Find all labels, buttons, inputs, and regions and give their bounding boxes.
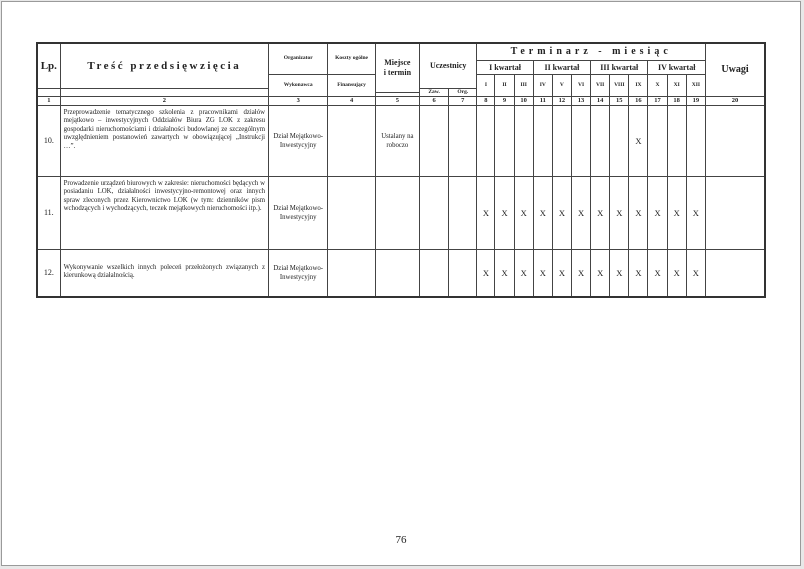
col-num: 14 <box>591 96 610 105</box>
header-miejsce-line1: Miejsce <box>384 57 411 67</box>
col-num: 16 <box>629 96 648 105</box>
month-8: VIII <box>610 74 629 96</box>
header-organizator: Organizator <box>269 43 328 74</box>
row-koszty <box>328 249 375 297</box>
col-num: 18 <box>667 96 686 105</box>
month-cell <box>648 105 667 176</box>
row-org <box>449 105 477 176</box>
col-num: 10 <box>514 96 533 105</box>
month-12: XII <box>686 74 705 96</box>
header-tresc-cont <box>60 88 268 96</box>
month-cell: X <box>495 249 514 297</box>
col-num: 20 <box>706 96 765 105</box>
row-wykonawca: Dział Mejątkowo-Inwestycyjny <box>269 249 328 297</box>
month-cell <box>514 105 533 176</box>
month-cell: X <box>591 176 610 249</box>
row-tresc: Wykonywanie wszelkich innych poleceń przełożonych związanych z kierunkową działalnością. <box>60 249 268 297</box>
month-cell <box>477 105 495 176</box>
row-uwagi <box>706 176 765 249</box>
col-num: 19 <box>686 96 705 105</box>
month-cell: X <box>495 176 514 249</box>
row-miejsce <box>375 176 419 249</box>
header-uczestnicy: Uczestnicy <box>420 43 477 88</box>
month-cell: X <box>610 249 629 297</box>
month-cell: X <box>477 249 495 297</box>
col-num: 2 <box>60 96 268 105</box>
row-koszty <box>328 105 375 176</box>
month-10: X <box>648 74 667 96</box>
row-lp: 12. <box>37 249 60 297</box>
header-koszty: Koszty ogólne <box>328 43 375 74</box>
col-num: 7 <box>449 96 477 105</box>
month-cell: X <box>533 176 552 249</box>
row-wykonawca: Dział Mejątkowo-Inwestycyjny <box>269 105 328 176</box>
row-koszty <box>328 176 375 249</box>
month-cell: X <box>477 176 495 249</box>
row-org <box>449 176 477 249</box>
row-miejsce <box>375 249 419 297</box>
quarter-3: III kwartał <box>591 60 648 74</box>
header-miejsce <box>375 43 419 92</box>
header-row-1 <box>37 43 765 60</box>
header-lp-cont <box>37 88 60 96</box>
month-cell: X <box>610 176 629 249</box>
month-3: III <box>514 74 533 96</box>
month-11: XI <box>667 74 686 96</box>
column-number-row <box>37 96 765 105</box>
month-cell: X <box>571 176 590 249</box>
page-number: 76 <box>395 534 407 546</box>
month-cell: X <box>629 249 648 297</box>
month-cell: X <box>571 249 590 297</box>
header-finansujacy: Finansujący <box>328 74 375 96</box>
col-num: 8 <box>477 96 495 105</box>
month-cell: X <box>667 249 686 297</box>
header-miejsce-line2: i termin <box>383 67 412 77</box>
month-cell: X <box>667 176 686 249</box>
month-cell: X <box>514 249 533 297</box>
month-5: V <box>552 74 571 96</box>
month-cell: X <box>591 249 610 297</box>
row-wykonawca: Dział Mejątkowo-Inwestycyjny <box>269 176 328 249</box>
month-cell: X <box>514 176 533 249</box>
row-miejsce: Ustalany na roboczo <box>375 105 419 176</box>
month-cell <box>667 105 686 176</box>
col-num: 1 <box>37 96 60 105</box>
month-cell: X <box>629 176 648 249</box>
col-num: 13 <box>571 96 590 105</box>
header-terminarz: Terminarz - miesiąc <box>477 43 706 60</box>
month-9: IX <box>629 74 648 96</box>
schedule-table <box>36 42 766 298</box>
col-num: 11 <box>533 96 552 105</box>
row-uwagi <box>706 105 765 176</box>
row-lp: 10. <box>37 105 60 176</box>
month-cell <box>591 105 610 176</box>
row-org <box>449 249 477 297</box>
month-cell: X <box>648 249 667 297</box>
header-org: Org. <box>449 88 477 96</box>
month-1: I <box>477 74 495 96</box>
row-zaw <box>420 249 449 297</box>
month-cell: X <box>686 176 705 249</box>
table-row <box>37 176 765 249</box>
month-cell: X <box>533 249 552 297</box>
header-zaw: Zaw. <box>420 88 449 96</box>
row-uwagi <box>706 249 765 297</box>
col-num: 3 <box>269 96 328 105</box>
header-tresc: Treść przedsięwzięcia <box>60 43 268 88</box>
table-row <box>37 105 765 176</box>
month-cell <box>533 105 552 176</box>
month-cell <box>610 105 629 176</box>
row-tresc: Przeprowadzenie tematycznego szkolenia z pracownikami działów mejątkowo – inwestycyjnych Oddziałów Biura ZG LOK z zakresu gospodarki nieruchomościami i działalności budowlanej ze szczególnym uwzględnieniem postanowień zawartych w obowiązującej „Instrukcji …”. <box>60 105 268 176</box>
quarter-2: II kwartał <box>533 60 590 74</box>
row-tresc: Prowadzenie urządzeń biurowych w zakresie: nieruchomości będących w posiadaniu LOK, działalności inwestycyjno-remontowej oraz innych spraw zleconych przez Kierownictwo LOK (w tym: dzienników pism wchodzących i wychodzących, teczek mejątkowych nieruchomości itp.). <box>60 176 268 249</box>
col-num: 15 <box>610 96 629 105</box>
col-num: 17 <box>648 96 667 105</box>
col-num: 12 <box>552 96 571 105</box>
month-cell: X <box>648 176 667 249</box>
month-cell <box>686 105 705 176</box>
month-4: IV <box>533 74 552 96</box>
month-6: VI <box>571 74 590 96</box>
quarter-4: IV kwartał <box>648 60 706 74</box>
row-lp: 11. <box>37 176 60 249</box>
month-7: VII <box>591 74 610 96</box>
header-wykonawca: Wykonawca <box>269 74 328 96</box>
document-page <box>1 1 801 566</box>
month-cell <box>495 105 514 176</box>
header-uwagi: Uwagi <box>706 43 765 96</box>
month-cell <box>552 105 571 176</box>
header-lp: Lp. <box>37 43 60 88</box>
col-num: 6 <box>420 96 449 105</box>
col-num: 9 <box>495 96 514 105</box>
month-cell: X <box>552 176 571 249</box>
col-num: 5 <box>375 96 419 105</box>
month-cell: X <box>686 249 705 297</box>
table-row <box>37 249 765 297</box>
month-2: II <box>495 74 514 96</box>
month-cell: X <box>552 249 571 297</box>
col-num: 4 <box>328 96 375 105</box>
row-zaw <box>420 176 449 249</box>
row-zaw <box>420 105 449 176</box>
month-cell: X <box>629 105 648 176</box>
month-cell <box>571 105 590 176</box>
quarter-1: I kwartał <box>477 60 533 74</box>
